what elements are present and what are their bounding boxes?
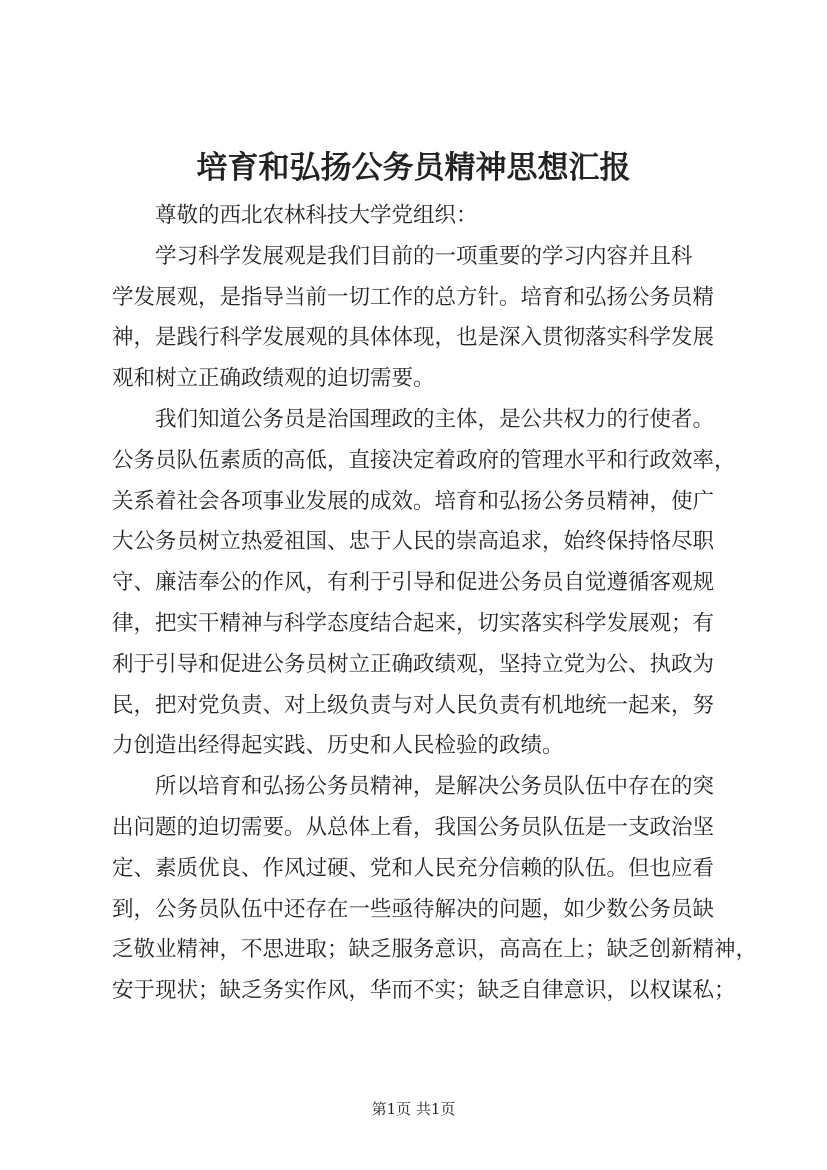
page-footer: 第1页 共1页: [371, 1100, 456, 1118]
body-line: 所以培育和弘扬公务员精神，是解决公务员队伍中存在的突: [155, 774, 715, 800]
body-line: 定、素质优良、作风过硬、党和人民充分信赖的队伍。但也应看: [112, 855, 715, 881]
body-line: 民，把对党负责、对上级负责与对人民负责有机地统一起来，努: [112, 692, 715, 718]
body-line: 神，是践行科学发展观的具体体现，也是深入贯彻落实科学发展: [112, 325, 715, 351]
salutation: 尊敬的西北农林科技大学党组织：: [155, 203, 478, 228]
body-line: 大公务员树立热爱祖国、忠于人民的崇高追求，始终保持恪尽职: [112, 529, 715, 555]
body-line: 我们知道公务员是治国理政的主体，是公共权力的行使者。: [155, 406, 715, 432]
body-line: 安于现状；缺乏务实作风，华而不实；缺乏自律意识，以权谋私；: [112, 978, 736, 1004]
body-line: 公务员队伍素质的高低，直接决定着政府的管理水平和行政效率，: [112, 447, 736, 473]
body-line: 学发展观，是指导当前一切工作的总方针。培育和弘扬公务员精: [112, 284, 715, 310]
body-line: 到，公务员队伍中还存在一些亟待解决的问题，如少数公务员缺: [112, 896, 715, 922]
body-line: 观和树立正确政绩观的迫切需要。: [112, 366, 435, 392]
document-body: [112, 196, 758, 1012]
body-line: 出问题的迫切需要。从总体上看，我国公务员队伍是一支政治坚: [112, 814, 715, 840]
body-line: 学习科学发展观是我们目前的一项重要的学习内容并且科: [155, 243, 693, 269]
body-line: 律，把实干精神与科学态度结合起来，切实落实科学发展观；有: [112, 610, 715, 636]
body-line: 利于引导和促进公务员树立正确政绩观，坚持立党为公、执政为: [112, 651, 715, 677]
document-title: 培育和弘扬公务员精神思想汇报: [196, 150, 631, 186]
body-line: 守、廉洁奉公的作风，有利于引导和促进公务员自觉遵循客观规: [112, 570, 715, 596]
body-line: 乏敬业精神，不思进取；缺乏服务意识，高高在上；缺乏创新精神，: [112, 937, 758, 963]
body-line: 力创造出经得起实践、历史和人民检验的政绩。: [112, 733, 564, 759]
body-line: 关系着社会各项事业发展的成效。培育和弘扬公务员精神，使广: [112, 488, 715, 514]
